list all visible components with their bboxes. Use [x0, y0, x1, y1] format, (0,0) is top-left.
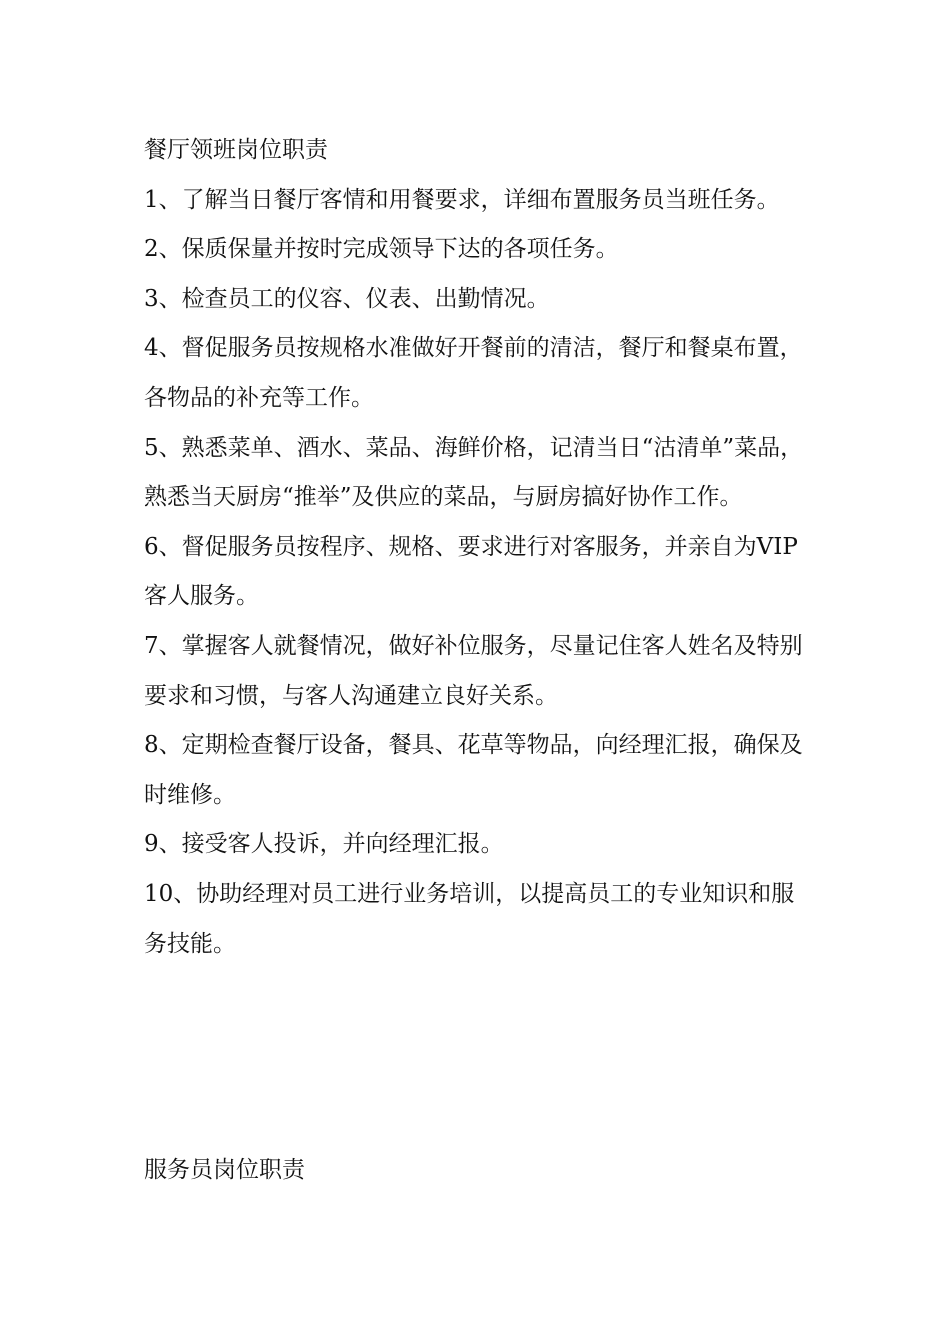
- duty-item-6: 6、督促服务员按程序、规格、要求进行对客服务，并亲自为VIP客人服务。: [144, 533, 798, 610]
- section-title: 餐厅领班岗位职责: [144, 137, 328, 163]
- duty-item-8: 8、定期检查餐厅设备，餐具、花草等物品，向经理汇报，确保及时维修。: [144, 732, 803, 808]
- duty-item-4: 4、督促服务员按规格水准做好开餐前的清洁，餐厅和餐桌布置，各物品的补充等工作。: [144, 335, 803, 411]
- duty-item-7: 7、掌握客人就餐情况，做好补位服务，尽量记住客人姓名及特别要求和习惯，与客人沟通建立良好关系。: [144, 632, 803, 709]
- duty-item-9: 9、接受客人投诉，并向经理汇报。: [144, 831, 504, 858]
- duty-list: [144, 176, 809, 970]
- section-restaurant-supervisor-duties: [144, 126, 809, 969]
- section-waiter-duties: [144, 1146, 809, 1196]
- section-title: 服务员岗位职责: [144, 1157, 305, 1183]
- duty-item-5: 5、熟悉菜单、酒水、菜品、海鲜价格，记清当日“沽清单”菜品，熟悉当天厨房“推举”及供应的菜品，与厨房搞好协作工作。: [144, 434, 804, 511]
- duty-item-10: 10、协助经理对员工进行业务培训，以提高员工的专业知识和服务技能。: [144, 880, 795, 957]
- duty-item-3: 3、检查员工的仪容、仪表、出勤情况。: [144, 285, 550, 312]
- duty-item-2: 2、保质保量并按时完成领导下达的各项任务。: [144, 236, 619, 263]
- duty-item-1: 1、了解当日餐厅客情和用餐要求，详细布置服务员当班任务。: [144, 186, 780, 213]
